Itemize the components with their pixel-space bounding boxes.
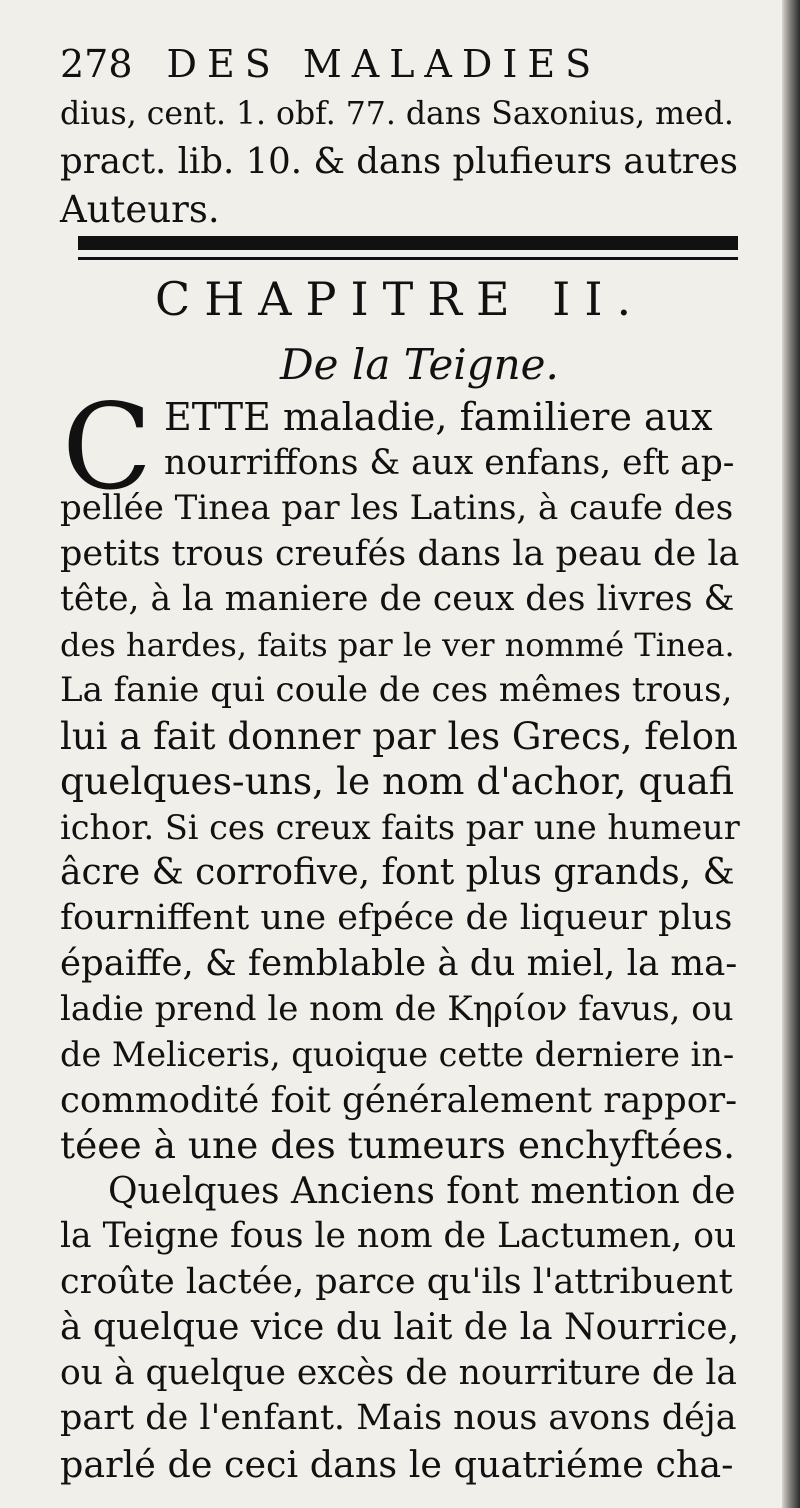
text-line: Auteurs. <box>60 188 220 231</box>
text-line: ichor. Si ces creux faits par une humeur <box>60 807 740 847</box>
text-line: lui a fait donner par les Grecs, felon <box>60 714 738 758</box>
text-line: la Teigne fous le nom de Lactumen, ou <box>60 1216 737 1256</box>
text-line: part de l'enfant. Mais nous avons déja <box>60 1398 737 1438</box>
page-edge-shadow <box>782 0 800 1508</box>
chapter-title: CHAPITRE II. <box>155 272 646 326</box>
text-line: pellée Tinea par les Latins, à caufe des <box>60 488 734 528</box>
text-line: croûte lactée, parce qu'ils l'attribuent <box>60 1261 733 1302</box>
text-line: quelques-uns, le nom d'achor, quafi <box>60 759 734 803</box>
chapter-divider-thick <box>78 236 738 250</box>
text-line: dius, cent. 1. obf. 77. dans Saxonius, med. <box>60 96 734 132</box>
text-line: ETTE maladie, familiere aux <box>164 395 713 439</box>
page-number: 278 <box>60 42 133 86</box>
text-line: des hardes, faits par le ver nommé Tinea. <box>60 625 735 664</box>
text-line: commodité foit généralement rappor- <box>60 1079 738 1121</box>
running-title: DES MALADIES <box>166 42 602 86</box>
chapter-divider-thin <box>78 257 738 260</box>
text-line: à quelque vice du lait de la Nourrice, <box>60 1307 740 1348</box>
text-line: petits trous creufés dans la peau de la <box>60 533 740 574</box>
text-line: téee à une des tumeurs enchyftées. <box>60 1123 736 1167</box>
running-header <box>60 40 740 88</box>
text-line: ou à quelque excès de nourriture de la <box>60 1352 737 1393</box>
text-line: épaiffe, & femblable à du miel, la ma- <box>60 943 738 984</box>
text-line: nourriffons & aux enfans, eft ap- <box>164 442 735 483</box>
drop-cap: C <box>62 378 153 516</box>
text-line: ladie prend le nom de Κηρίον favus, ou <box>60 988 734 1029</box>
text-line: La fanie qui coule de ces mêmes trous, <box>60 670 733 710</box>
chapter-body <box>60 395 740 1487</box>
text-line: Quelques Anciens font mention de <box>108 1170 736 1212</box>
text-line: pract. lib. 10. & dans plufieurs autres <box>60 141 738 182</box>
text-line: de Meliceris, quoique cette derniere in- <box>60 1035 735 1074</box>
text-line: fourniffent une efpéce de liqueur plus <box>60 897 733 938</box>
text-line: âcre & corrofive, font plus grands, & <box>60 852 735 893</box>
text-line: tête, à la maniere de ceux des livres & <box>60 579 735 619</box>
text-line: parlé de ceci dans le quatriéme cha- <box>60 1442 734 1486</box>
chapter-subtitle: De la Teigne. <box>280 340 559 389</box>
continuation-text <box>60 90 740 234</box>
